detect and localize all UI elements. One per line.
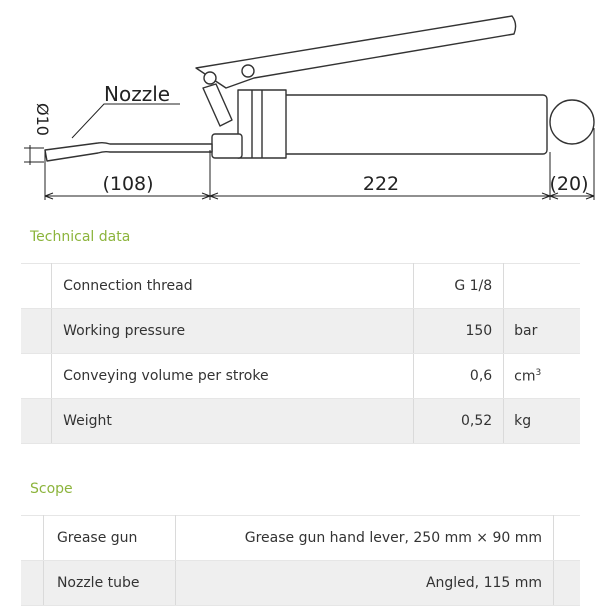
row-label: Conveying volume per stroke: [52, 354, 414, 399]
row-unit: $cm^3$: [504, 354, 580, 399]
grease-gun-drawing: [0, 0, 600, 210]
row-value: 150: [413, 309, 504, 354]
scope-title: Scope: [30, 481, 73, 497]
row-unit: kg: [504, 399, 580, 444]
row-value: 0,52: [413, 399, 504, 444]
table-row: [21, 354, 580, 399]
coupling: [212, 134, 242, 158]
row-value: G 1/8: [413, 264, 504, 309]
dim-body: 222: [362, 173, 400, 195]
row-label: Working pressure: [52, 309, 414, 354]
diameter-label: Ø10: [33, 103, 52, 136]
row-label: Nozzle tube: [43, 561, 175, 606]
lever-handle: [196, 16, 516, 88]
row-value: Grease gun hand lever, 250 mm × 90 mm: [175, 516, 553, 561]
nozzle-label: Nozzle: [104, 82, 171, 106]
row-label: Grease gun: [43, 516, 175, 561]
table-row: [21, 309, 580, 354]
row-label: Connection thread: [52, 264, 414, 309]
end-cap-ring: [550, 100, 594, 144]
nozzle-tube: [45, 143, 212, 161]
row-unit: [504, 264, 580, 309]
scope-table: [21, 515, 580, 606]
row-unit: bar: [504, 309, 580, 354]
lever-link: [203, 84, 232, 126]
row-value: 0,6: [413, 354, 504, 399]
dim-nozzle: (108): [102, 173, 154, 195]
row-value: Angled, 115 mm: [175, 561, 553, 606]
dim-end: (20): [549, 173, 589, 195]
lever-pivot-1: [204, 72, 216, 84]
row-label: Weight: [52, 399, 414, 444]
table-row: [21, 264, 580, 309]
cylinder-body: [280, 95, 547, 154]
technical-data-title: Technical data: [30, 229, 131, 245]
table-row: [21, 516, 580, 561]
table-row: [21, 399, 580, 444]
lever-pivot-2: [242, 65, 254, 77]
technical-data-table: [21, 263, 580, 444]
table-row: [21, 561, 580, 606]
